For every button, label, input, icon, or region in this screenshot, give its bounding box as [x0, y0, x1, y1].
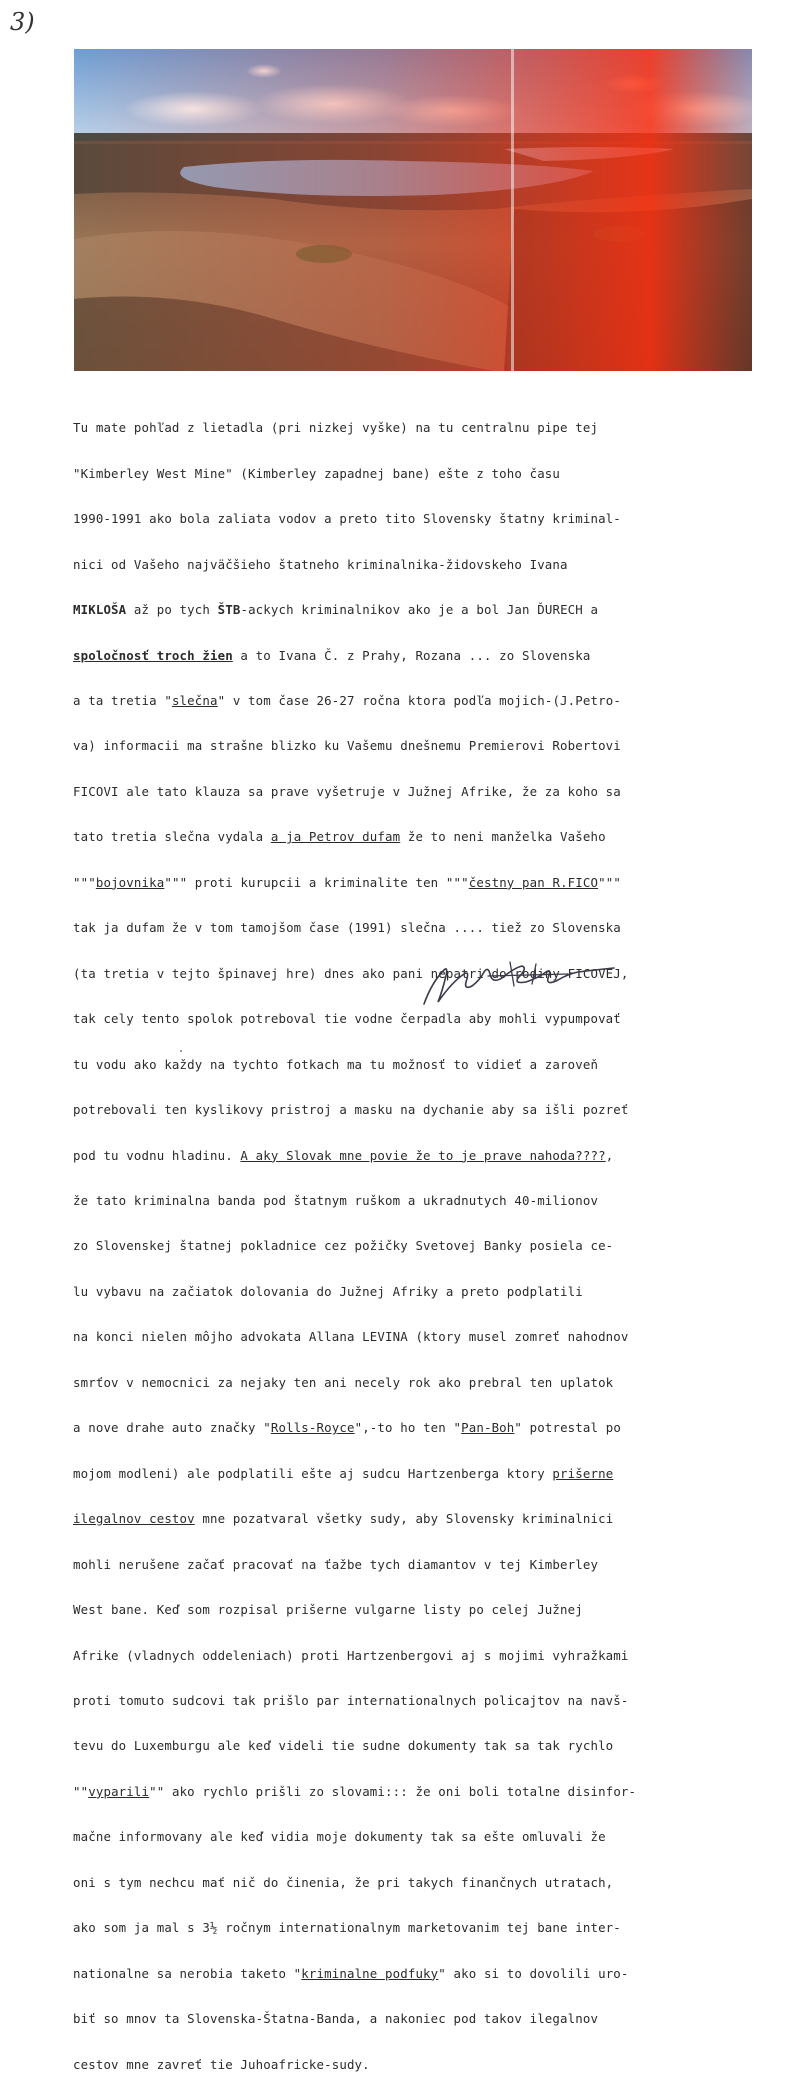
text-line: "Kimberley West Mine" (Kimberley zapadnej bane) ešte z toho času	[73, 465, 561, 481]
phrase-aky-slovak: A aky Slovak mne povie že to je prave nahoda????	[240, 1147, 606, 1163]
text-fragment: až po tych	[126, 602, 218, 618]
text-fragment: " potrestal po	[514, 1420, 621, 1436]
text-fragment: ",-to ho ten "	[354, 1420, 462, 1436]
text-line: FICOVI ale tato klauza sa prave vyšetruje v Južnej Afrike, že za koho sa	[73, 783, 621, 799]
phrase-troch-zien: spoločnosť troch žien	[73, 647, 233, 663]
phrase-petrov-dufam: a ja Petrov dufam	[270, 829, 401, 845]
text-fragment: "" ako rychlo prišli zo slovami::: že oni boli totalne disinfor-	[149, 1783, 637, 1799]
text-fragment: """ proti kurupcii a kriminalite ten """	[164, 874, 469, 890]
aerial-landscape-photo	[74, 49, 752, 371]
text-line: tevu do Luxemburgu ale keď videli tie sudne dokumenty tak sa tak rychlo	[73, 1738, 614, 1754]
text-fragment: """	[73, 874, 96, 890]
word-rolls-royce: Rolls-Royce	[270, 1420, 355, 1436]
text-line	[73, 1466, 773, 1481]
text-line	[73, 875, 773, 890]
text-line: tak ja dufam že v tom tamojšom čase (1991) slečna .... tiež zo Slovenska	[73, 920, 621, 936]
text-line	[73, 693, 773, 708]
text-fragment: nationalne sa nerobia taketo "	[73, 1965, 302, 1981]
text-line: na konci nielen môjho advokata Allana LEVINA (ktory musel zomreť nahodnov	[73, 1329, 629, 1345]
text-fragment: a to Ivana Č. z Prahy, Rozana ... zo Slovenska	[232, 647, 591, 663]
text-fragment: tato tretia slečna vydala	[73, 829, 271, 845]
text-fragment: a ta tretia "	[73, 693, 172, 709]
text-line: biť so mnov ta Slovenska-Štatna-Banda, a nakoniec pod takov ilegalnov	[73, 2011, 599, 2027]
text-fragment: ""	[73, 1783, 89, 1799]
text-fragment: " ako si to dovolili uro-	[438, 1965, 629, 1981]
text-line: zo Slovenskej štatnej pokladnice cez požičky Svetovej Banky posiela ce-	[73, 1238, 614, 1254]
phrase-kriminalne-podfuky: kriminalne podfuky	[301, 1965, 439, 1981]
text-line: va) informacii ma strašne blizko ku Vašemu dnešnemu Premierovi Robertovi	[73, 738, 621, 754]
phrase-cestny-pan: čestny pan R.FICO	[468, 874, 599, 890]
text-line	[73, 1511, 773, 1526]
text-fragment: pod tu vodnu hladinu.	[73, 1147, 241, 1163]
text-fragment: že to neni manželka Vašeho	[400, 829, 606, 845]
text-fragment: -ackych kriminalnikov ako je a bol Jan ĎURECH a	[240, 602, 599, 618]
word-slecna: slečna	[171, 693, 218, 709]
text-line	[73, 829, 773, 844]
name-miklosa: MIKLOŠA	[73, 602, 127, 618]
text-fragment: ,	[605, 1147, 614, 1163]
scan-speck	[180, 1050, 182, 1052]
text-line: tu vodu ako každy na tychto fotkach ma tu možnosť to vidieť a zaroveň	[73, 1056, 599, 1072]
text-line	[73, 1966, 773, 1981]
page-number: 3)	[10, 8, 35, 36]
word-pan-boh: Pan-Boh	[461, 1420, 515, 1436]
text-line: 1990-1991 ako bola zaliata vodov a preto tito Slovensky štatny kriminal-	[73, 511, 621, 527]
text-line: tak cely tento spolok potreboval tie vodne čerpadla aby mohli vypumpovať	[73, 1011, 621, 1027]
text-fragment: mojom modleni) ale podplatili ešte aj sudcu Hartzenberga ktory	[73, 1465, 553, 1481]
handwritten-signature-icon	[418, 952, 638, 1012]
text-line: lu vybavu na začiatok dolovania do Južnej Afriky a preto podplatili	[73, 1283, 583, 1299]
text-line: nici od Vašeho najväčšieho štatneho kriminalnika-židovskeho Ivana	[73, 556, 568, 572]
text-line: West bane. Keď som rozpisal prišerne vulgarne listy po celej Južnej	[73, 1602, 583, 1618]
text-line: Tu mate pohľad z lietadla (pri nizkej vyške) na tu centralnu pipe tej	[73, 420, 599, 436]
text-fragment: " v tom čase 26-27 ročna ktora podľa mojich-(J.Petro-	[217, 693, 621, 709]
landscape-photo-graphic	[74, 49, 752, 371]
signature-graphic	[418, 952, 638, 1012]
stb-abbrev: ŠTB	[217, 602, 241, 618]
text-line	[73, 1148, 773, 1163]
text-fragment: """	[598, 874, 621, 890]
text-line	[73, 1420, 773, 1435]
text-line: Afrike (vladnych oddeleniach) proti Hartzenbergovi aj s mojimi vyhražkami	[73, 1647, 629, 1663]
text-line: proti tomuto sudcovi tak prišlo par internationalnych policajtov na navš-	[73, 1693, 629, 1708]
letter-body	[73, 390, 773, 2087]
text-line	[73, 648, 773, 663]
text-line: potrebovali ten kyslikovy pristroj a masku na dychanie aby sa išli pozreť	[73, 1102, 629, 1118]
phrase-ilegalnov-cestov: ilegalnov cestov	[73, 1511, 195, 1527]
text-line	[73, 602, 773, 617]
text-line: ako som ja mal s 3½ ročnym internationalnym marketovanim tej bane inter-	[73, 1920, 621, 1936]
text-fragment: mne pozatvaral všetky sudy, aby Slovensky kriminalnici	[194, 1511, 614, 1527]
text-line: smrťov v nemocnici za nejaky ten ani necely rok ako prebral ten uplatok	[73, 1374, 614, 1390]
word-priserne: prišerne	[552, 1465, 614, 1481]
text-line: oni s tym nechcu mať nič do činenia, že pri takych finančnych utratach,	[73, 1874, 614, 1890]
text-line: mohli nerušene začať pracovať na ťažbe tych diamantov v tej Kimberley	[73, 1556, 599, 1572]
text-line: (ta tretia v tejto špinavej hre) dnes ako pani nepatri do rodiny FICOVEJ,	[73, 965, 629, 981]
text-fragment: a nove drahe auto značky "	[73, 1420, 271, 1436]
text-line	[73, 1784, 773, 1799]
text-line: že tato kriminalna banda pod štatnym ruškom a ukradnutych 40-milionov	[73, 1193, 599, 1209]
word-vyparili: vyparili	[88, 1783, 150, 1799]
text-line: cestov mne zavreť tie Juhoafricke-sudy.	[73, 2056, 370, 2072]
word-bojovnika: bojovnika	[95, 874, 165, 890]
text-line: mačne informovany ale keď vidia moje dokumenty tak sa ešte omluvali že	[73, 1829, 606, 1845]
